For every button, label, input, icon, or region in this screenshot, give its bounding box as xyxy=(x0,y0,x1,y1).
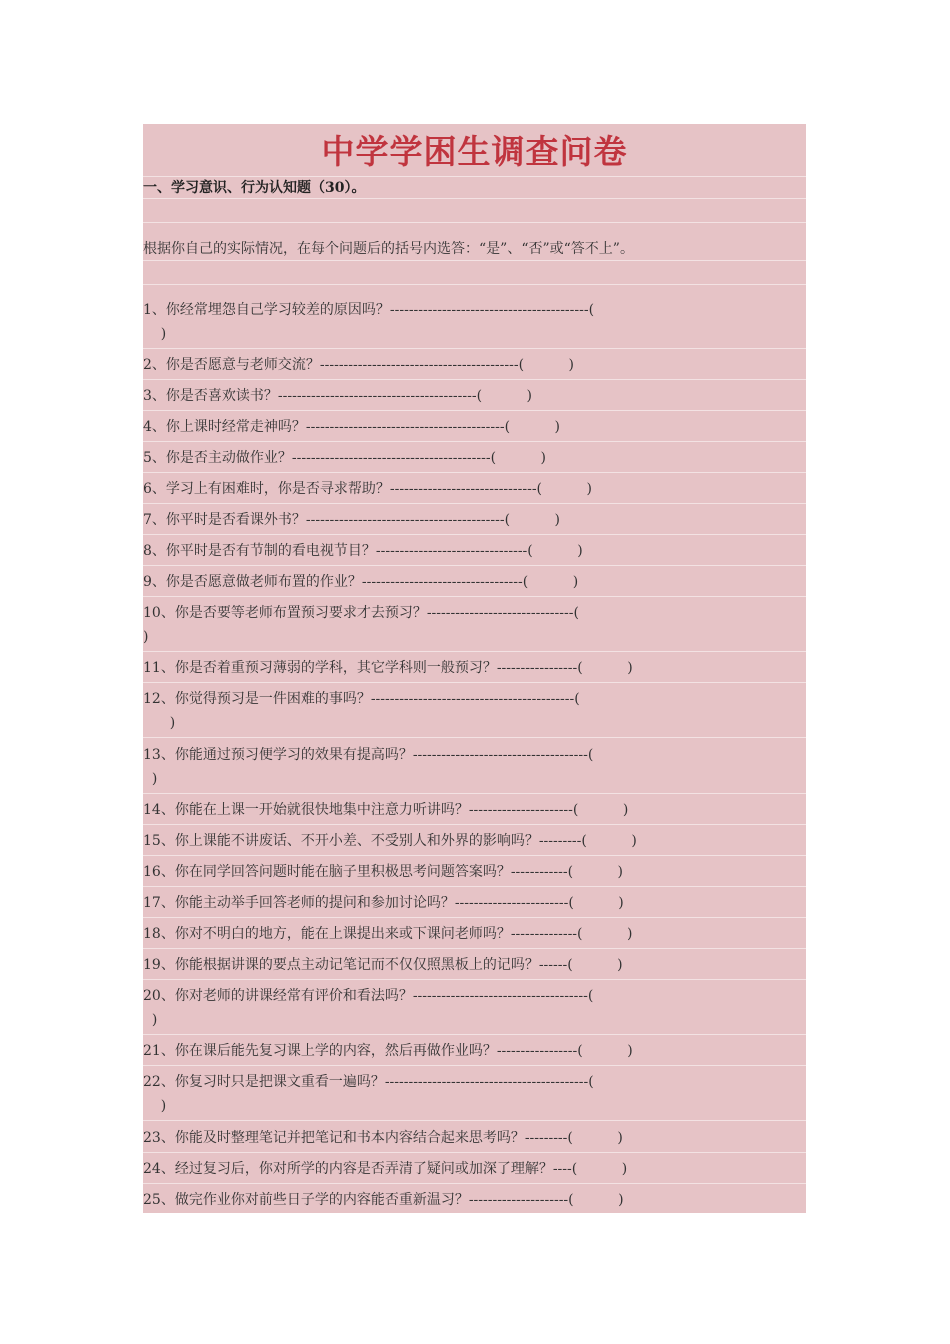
question-1-cont: ) xyxy=(143,326,167,342)
row-divider xyxy=(143,198,806,199)
question-22: 22、你复习时只是把课文重看一遍吗？-------------------------------------------( xyxy=(143,1074,594,1090)
row-divider xyxy=(143,410,806,411)
question-16: 16、你在同学回答问题时能在脑子里积极思考问题答案吗？------------( ) xyxy=(143,864,624,880)
question-4: 4、你上课时经常走神吗？------------------------------------------( ) xyxy=(143,419,561,435)
row-divider xyxy=(143,534,806,535)
row-divider xyxy=(143,737,806,738)
row-divider xyxy=(143,682,806,683)
question-18: 18、你对不明白的地方，能在上课提出来或下课问老师吗？--------------( ) xyxy=(143,926,633,942)
row-divider xyxy=(143,441,806,442)
page-title: 中学学困生调查问卷 xyxy=(321,132,628,171)
row-divider xyxy=(143,917,806,918)
question-9: 9、你是否愿意做老师布置的作业？----------------------------------( ) xyxy=(143,574,579,590)
question-12-cont: ) xyxy=(143,715,176,731)
row-divider xyxy=(143,1034,806,1035)
row-divider xyxy=(143,503,806,504)
question-7: 7、你平时是否看课外书？------------------------------------------( ) xyxy=(143,512,561,528)
row-divider xyxy=(143,651,806,652)
row-divider xyxy=(143,260,806,261)
question-19: 19、你能根据讲课的要点主动记笔记而不仅仅照黑板上的记吗？------( ) xyxy=(143,957,623,973)
row-divider xyxy=(143,565,806,566)
question-24: 24、经过复习后，你对所学的内容是否弄清了疑问或加深了理解？----( ) xyxy=(143,1161,628,1177)
question-13: 13、你能通过预习便学习的效果有提高吗？-------------------------------------( xyxy=(143,747,594,763)
question-12: 12、你觉得预习是一件困难的事吗？-------------------------------------------( xyxy=(143,691,580,707)
question-8: 8、你平时是否有节制的看电视节目？--------------------------------( ) xyxy=(143,543,583,559)
row-divider xyxy=(143,222,806,223)
question-20: 20、你对老师的讲课经常有评价和看法吗？-------------------------------------( xyxy=(143,988,594,1004)
question-14: 14、你能在上课一开始就很快地集中注意力听讲吗？----------------------( ) xyxy=(143,802,629,818)
instruction-text: 根据你自己的实际情况，在每个问题后的括号内选答：“是”、“否”或“答不上”。 xyxy=(143,241,634,257)
question-10: 10、你是否要等老师布置预习要求才去预习？-------------------------------( xyxy=(143,605,579,621)
row-divider xyxy=(143,284,806,285)
row-divider xyxy=(143,596,806,597)
row-divider xyxy=(143,979,806,980)
question-21: 21、你在课后能先复习课上学的内容，然后再做作业吗？-----------------( ) xyxy=(143,1043,633,1059)
question-1: 1、你经常埋怨自己学习较差的原因吗？------------------------------------------( xyxy=(143,302,595,318)
question-17: 17、你能主动举手回答老师的提问和参加讨论吗？------------------------( ) xyxy=(143,895,624,911)
row-divider xyxy=(143,348,806,349)
row-divider xyxy=(143,855,806,856)
row-divider xyxy=(143,793,806,794)
row-divider xyxy=(143,379,806,380)
question-6: 6、学习上有困难时，你是否寻求帮助？-------------------------------( ) xyxy=(143,481,592,497)
question-25: 25、做完作业你对前些日子学的内容能否重新温习？---------------------( ) xyxy=(143,1192,624,1208)
row-divider xyxy=(143,1065,806,1066)
question-13-cont: ) xyxy=(143,771,158,787)
section-heading: 一、学习意识、行为认知题（30）。 xyxy=(143,180,366,196)
row-divider xyxy=(143,1183,806,1184)
question-10-cont: ) xyxy=(143,629,149,645)
question-23: 23、你能及时整理笔记并把笔记和书本内容结合起来思考吗？---------( ) xyxy=(143,1130,623,1146)
row-divider xyxy=(143,472,806,473)
row-divider xyxy=(143,824,806,825)
question-20-cont: ) xyxy=(143,1012,158,1028)
question-2: 2、你是否愿意与老师交流？------------------------------------------( ) xyxy=(143,357,575,373)
row-divider xyxy=(143,948,806,949)
question-15: 15、你上课能不讲废话、不开小差、不受别人和外界的影响吗？---------( ) xyxy=(143,833,637,849)
question-11: 11、你是否着重预习薄弱的学科，其它学科则一般预习？-----------------( ) xyxy=(143,660,633,676)
row-divider xyxy=(143,176,806,177)
question-3: 3、你是否喜欢读书？------------------------------------------( ) xyxy=(143,388,533,404)
row-divider xyxy=(143,886,806,887)
row-divider xyxy=(143,1152,806,1153)
question-22-cont: ) xyxy=(143,1098,167,1114)
row-divider xyxy=(143,1120,806,1121)
questionnaire-sheet xyxy=(143,124,806,1213)
question-5: 5、你是否主动做作业？------------------------------------------( ) xyxy=(143,450,547,466)
